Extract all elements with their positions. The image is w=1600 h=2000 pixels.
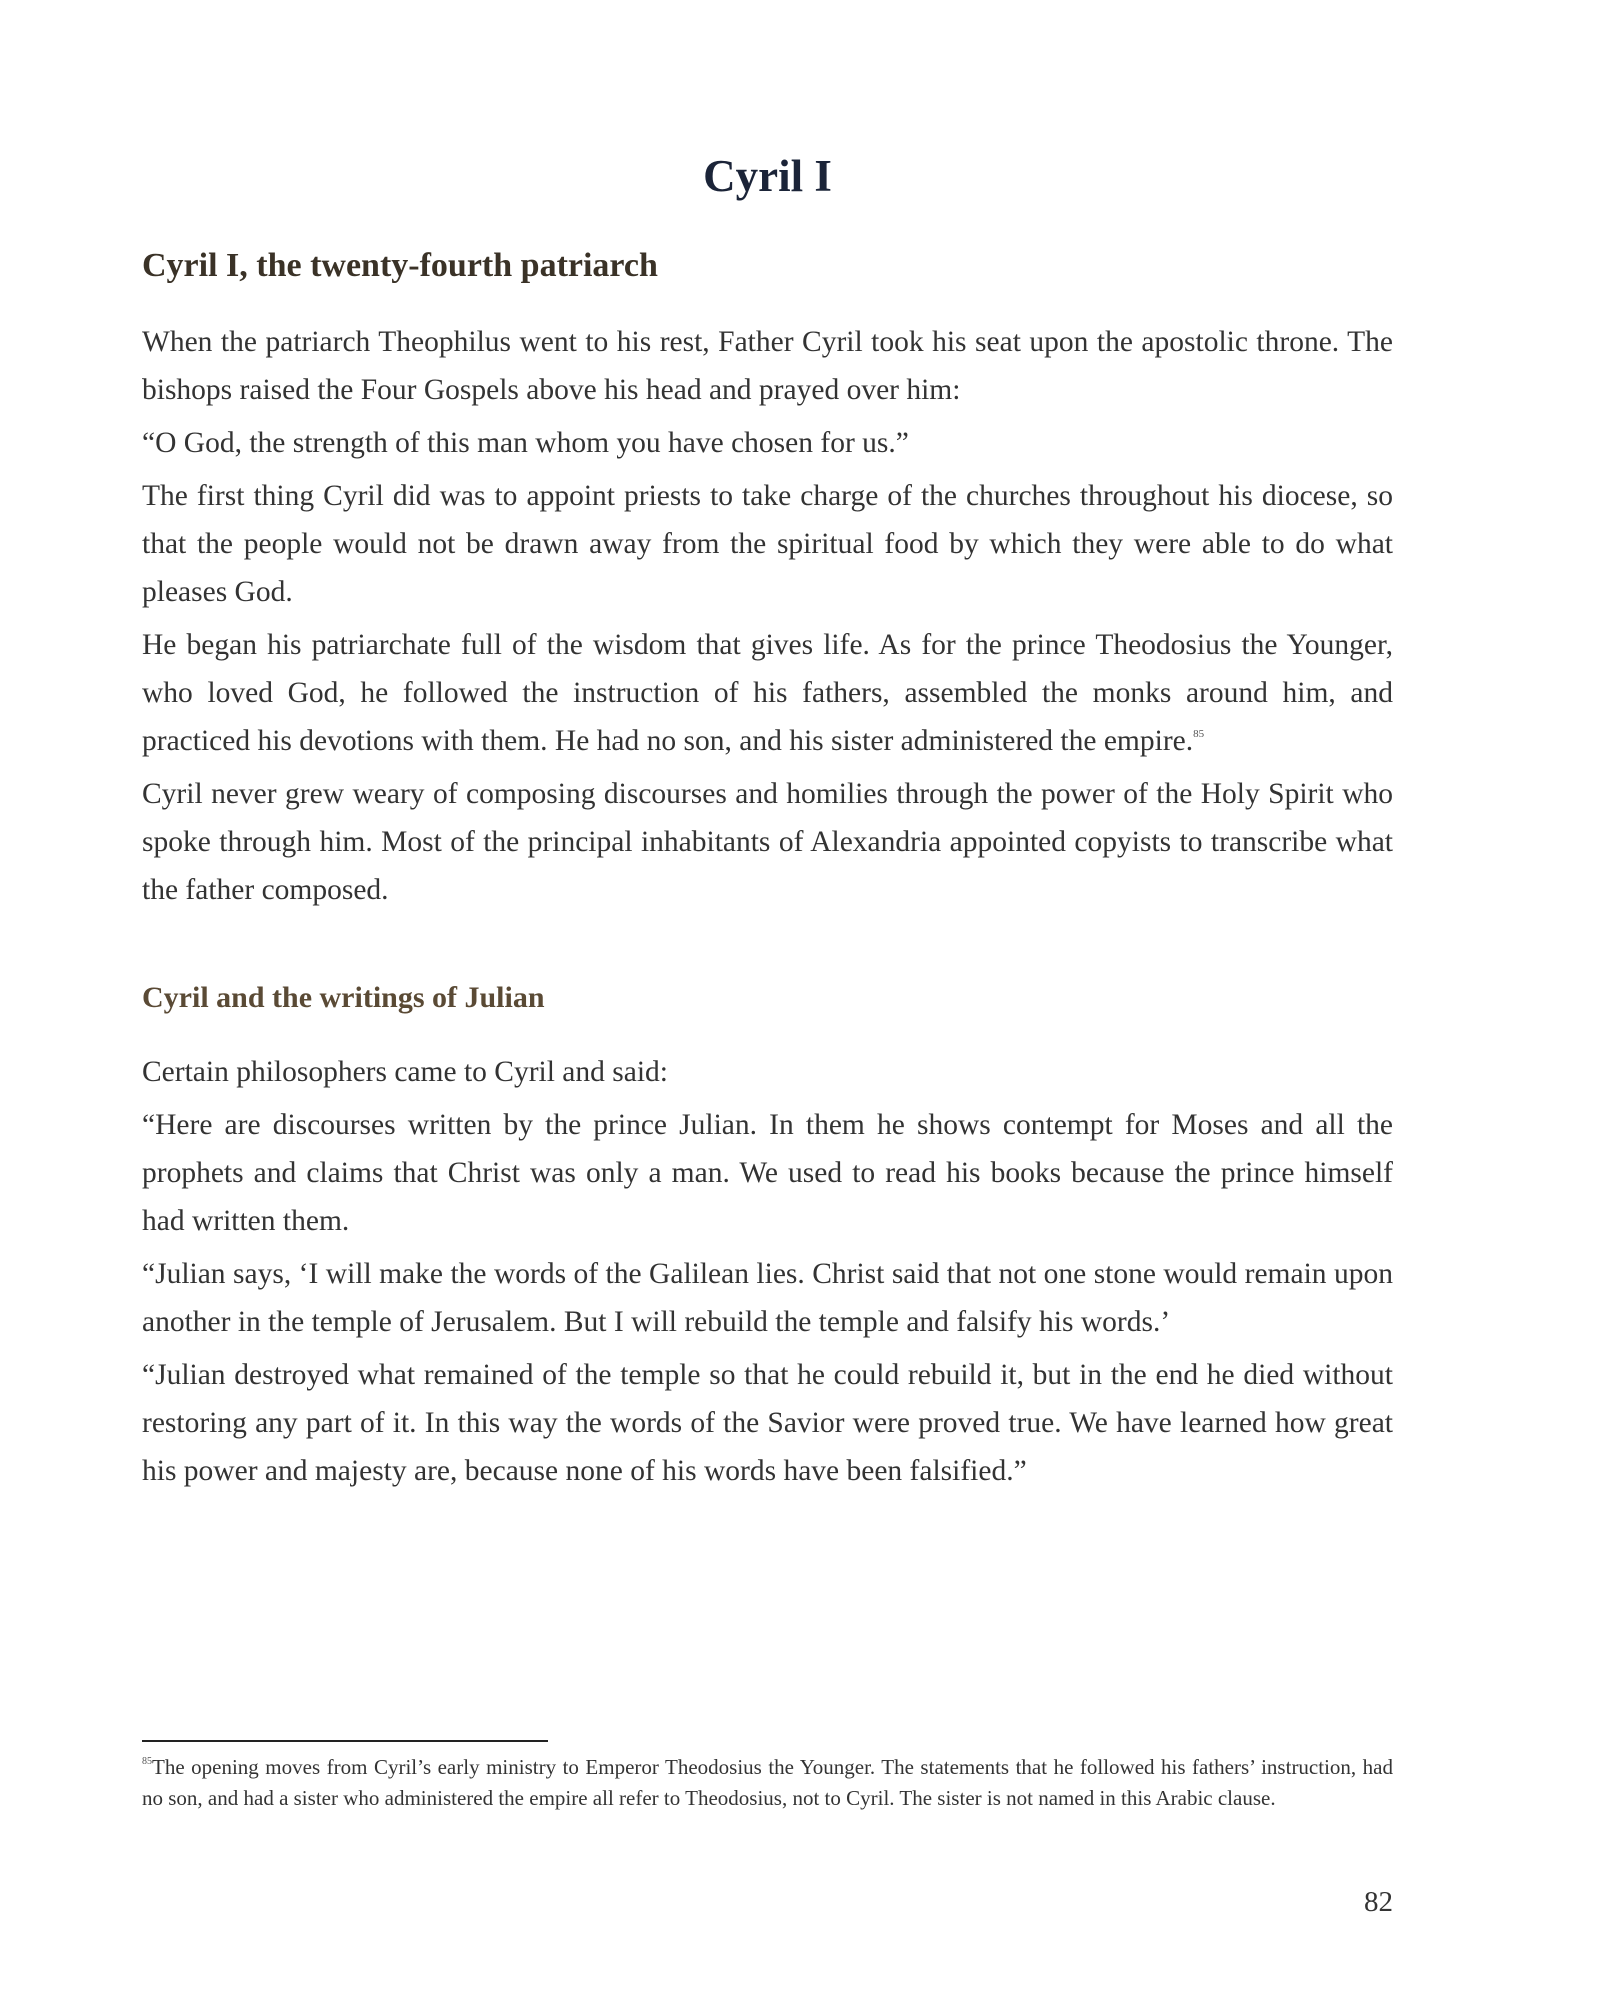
section-heading-patriarch: Cyril I, the twenty-fourth patriarch — [142, 247, 658, 284]
section-body-patriarch — [142, 318, 1393, 919]
paragraph: Certain philosophers came to Cyril and said: — [142, 1056, 668, 1088]
paragraph: “O God, the strength of this man whom you have chosen for us.” — [142, 427, 909, 459]
paragraph-with-footnote — [142, 621, 1393, 765]
page-number: 82 — [1364, 1886, 1393, 1918]
paragraph: “Here are discourses written by the prince Julian. In them he shows contempt for Moses and all the prophets and claims that Christ was only a man. We used to read his books because the prince himself had written them. — [142, 1109, 1393, 1237]
document-page — [142, 0, 1393, 2000]
paragraph: “Julian says, ‘I will make the words of the Galilean lies. Christ said that not one stone would remain upon another in the temple of Jerusalem. But I will rebuild the temple and falsify his words.’ — [142, 1258, 1393, 1338]
footnote-reference[interactable]: 85 — [1193, 728, 1205, 740]
footnote-divider — [142, 1740, 548, 1742]
paragraph: Cyril never grew weary of composing discourses and homilies through the power of the Holy Spirit who spoke through him. Most of the principal inhabitants of Alexandria appointed copyists to transcribe what the father composed. — [142, 778, 1393, 906]
footnote — [142, 1752, 1393, 1814]
paragraph: The first thing Cyril did was to appoint priests to take charge of the churches throughout his diocese, so that the people would not be drawn away from the spiritual food by which they were able to do what pleases God. — [142, 480, 1393, 608]
footnote-number: 85 — [142, 1756, 152, 1767]
page-title: Cyril I — [703, 151, 832, 201]
section-heading-julian: Cyril and the writings of Julian — [142, 981, 545, 1014]
paragraph-text: He began his patriarchate full of the wisdom that gives life. As for the prince Theodosius the Younger, who loved God, he followed the instruction of his fathers, assembled the monks around him, and practiced his devotions with them. He had no son, and his sister administered the empire. — [142, 629, 1393, 757]
paragraph: “Julian destroyed what remained of the temple so that he could rebuild it, but in the end he died without restoring any part of it. In this way the words of the Savior were proved true. We have learned how great his power and majesty are, because none of his words have been falsified.” — [142, 1359, 1393, 1487]
footnote-text: The opening moves from Cyril’s early ministry to Emperor Theodosius the Younger. The statements that he followed his fathers’ instruction, had no son, and had a sister who administered the empire all refer to Theodosius, not to Cyril. The sister is not named in this Arabic clause. — [142, 1755, 1393, 1810]
paragraph: When the patriarch Theophilus went to his rest, Father Cyril took his seat upon the apostolic throne. The bishops raised the Four Gospels above his head and prayed over him: — [142, 326, 1393, 406]
section-body-julian — [142, 1048, 1393, 1500]
